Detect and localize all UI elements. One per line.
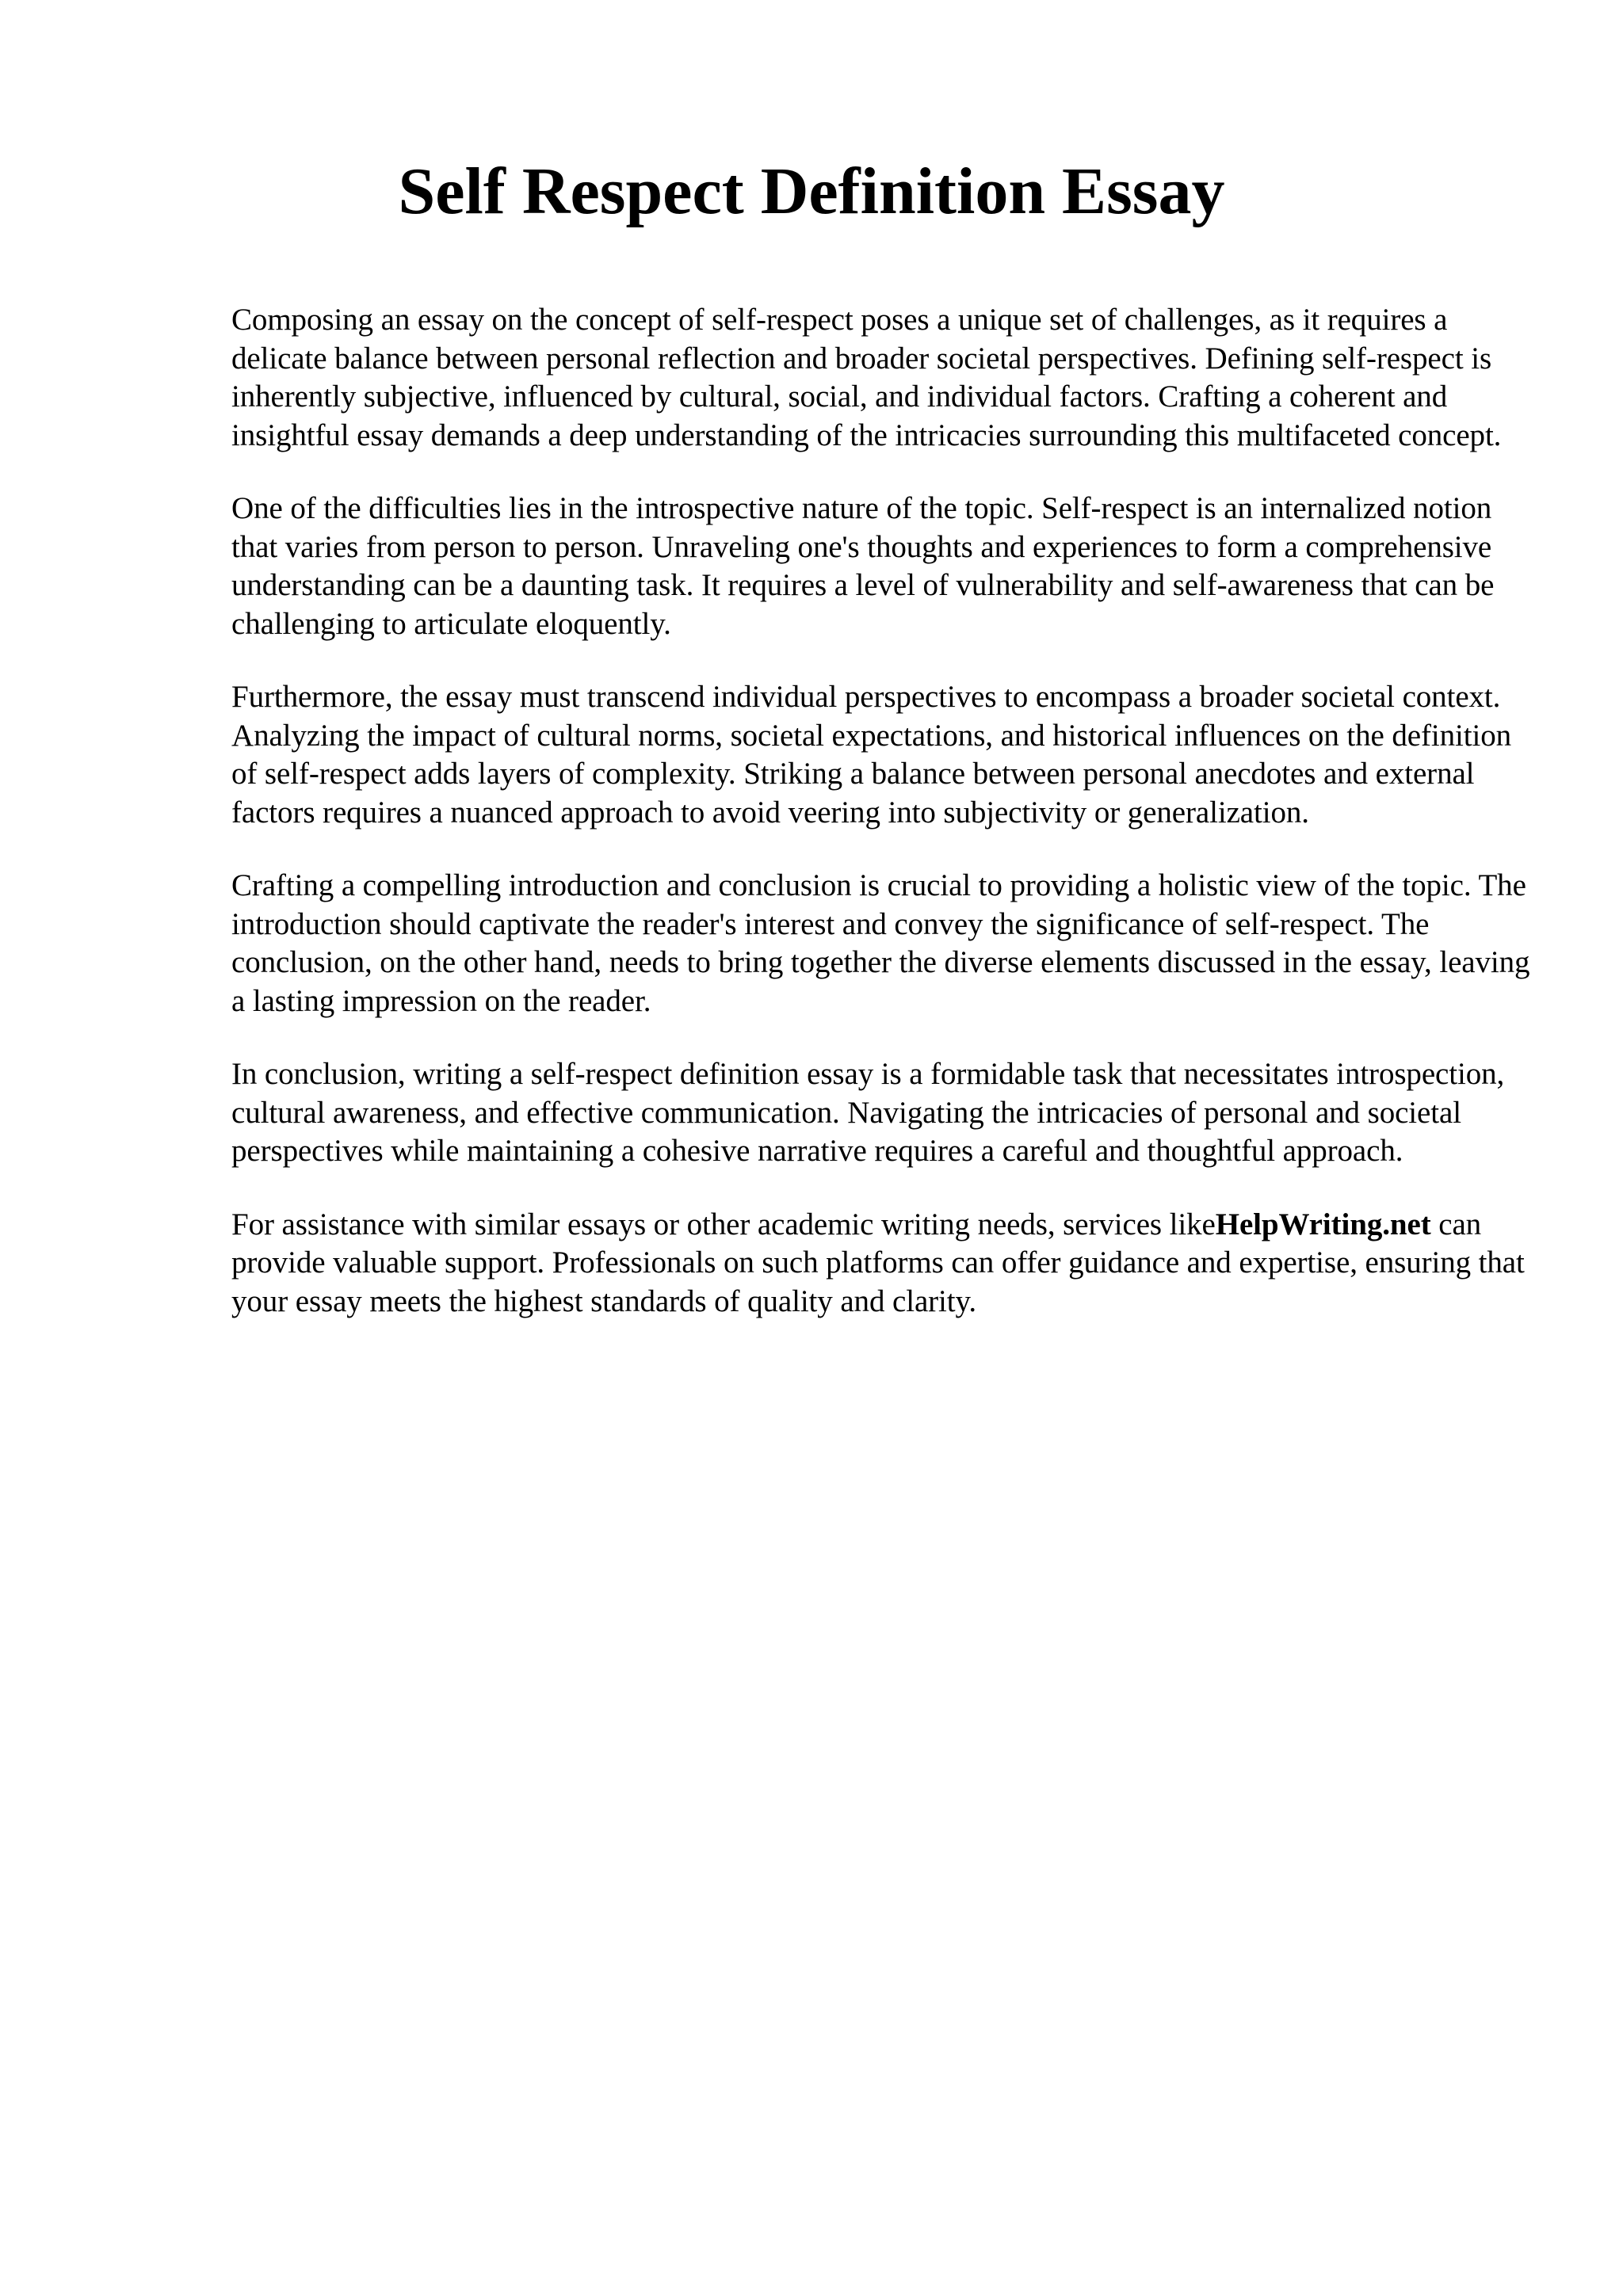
brand-name: HelpWriting.net bbox=[1215, 1207, 1431, 1241]
paragraph-5: In conclusion, writing a self-respect definition essay is a formidable task that necessitates introspection, cultural awareness, and effective communication. Navigating the intricacies of personal and societal perspectives while maintaining a cohesive narrative requires a careful and thoughtful approach. bbox=[231, 1057, 1505, 1168]
paragraph-1: Composing an essay on the concept of self-respect poses a unique set of challenges, as it requires a delicate balance between personal reflection and broader societal perspectives. Defining self-respect is inherently subjective, influenced by cultural, social, and individual factors. Crafting a coherent and insightful essay demands a deep understanding of the intricacies surrounding this multifaceted concept. bbox=[231, 303, 1502, 452]
closing-text-before: For assistance with similar essays or other academic writing needs, services like bbox=[231, 1207, 1216, 1241]
closing-text-after: can provide valuable support. Professionals on such platforms can offer guidance and expertise, ensuring that your essay meets the highest standards of quality and clarity. bbox=[231, 1207, 1525, 1318]
paragraph-3: Furthermore, the essay must transcend individual perspectives to encompass a broader societal context. Analyzing the impact of cultural norms, societal expectations, and historical influences on the definition of self-respect adds layers of complexity. Striking a balance between personal anecdotes and external factors requires a nuanced approach to avoid veering into subjectivity or generalization. bbox=[231, 680, 1512, 830]
closing-paragraph bbox=[231, 1206, 1531, 1322]
essay-body bbox=[231, 301, 1531, 1356]
page-title: Self Respect Definition Essay bbox=[398, 154, 1225, 228]
paragraph-2: One of the difficulties lies in the introspective nature of the topic. Self-respect is an internalized notion that varies from person to person. Unraveling one's thoughts and experiences to form a comprehensive understanding can be a daunting task. It requires a level of vulnerability and self-awareness that can be challenging to articulate eloquently. bbox=[231, 491, 1495, 641]
paragraph-4: Crafting a compelling introduction and conclusion is crucial to providing a holistic view of the topic. The introduction should captivate the reader's interest and convey the significance of self-respect. The conclusion, on the other hand, needs to bring together the diverse elements discussed in the essay, leaving a lasting impression on the reader. bbox=[231, 868, 1530, 1018]
